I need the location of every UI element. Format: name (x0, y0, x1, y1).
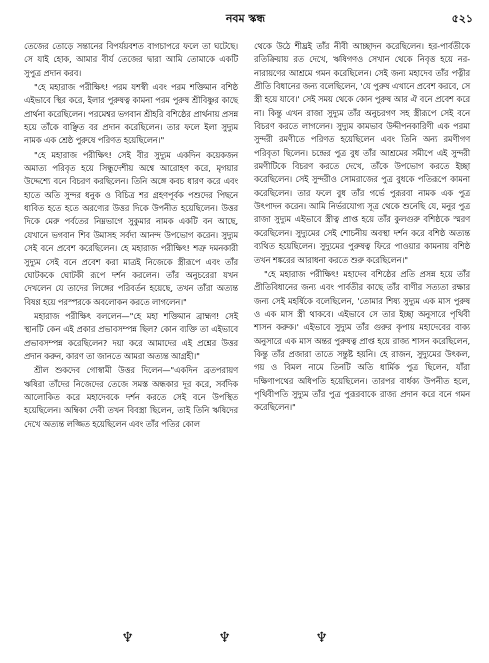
paragraph: থেকে উঠে শীঘ্রই তাঁর নীবী আচ্ছাদন করেছিলেন। হর-পার্বতীকে রতিক্রিয়ায় রত দেখে, ঋষিগণও সেখান থেকে নিবৃত্ত হয়ে নর-নারায়ণের আশ্রমে গমন করেছিলেন। সেই জন্য মহাদেব তাঁর পত্নীর প্রীতি বিধানের জন্য বলেছিলেন, 'যে পুরুষ এখানে প্রবেশ করবে, সে স্ত্রী হয়ে যাবে।' সেই সময় থেকে কোন পুরুষ আর ঐ বনে প্রবেশ করে না। কিন্তু এখন রাজা সুদ্যুম তাঁর অনুচরগণ সহ স্ত্রীরূপে সেই বনে বিচরণ করতে লাগলেন। সুদ্যুম কামভাব উদ্দীপনকারিণী এক পরমা সুন্দরী রমণীতে পরিণত হয়েছিলেন এবং তিনি অন্য রমণীগণ পরিবৃতা ছিলেন। চন্দ্রের পুত্র বুধ তাঁর আশ্রমের সমীপে এই সুন্দরী রমণীটিকে বিচরণ করতে দেখে, তাঁকে উপভোগ করতে ইচ্ছা করেছিলেন। সেই সুন্দরীও সোমরাজের পুত্র বুধকে পতিরূপে কামনা করেছিলেন। তার ফলে বুধ তাঁর গর্ভে পুরূরবা নামক এক পুত্র উৎপাদন করেন। আমি নির্ভরযোগ্য সূত্র থেকে শুনেছি যে, মনুর পুত্র রাজা সুদ্যুম এইভাবে স্ত্রীত্ব প্রাপ্ত হয়ে তাঁর কুলগুরু বশিষ্ঠকে স্মরণ করেছিলেন। সুদ্যুমের সেই শোচনীয় অবস্থা দর্শন করে বশিষ্ঠ অত্যন্ত ব্যথিত হয়েছিলেন। সুদ্যুমের পুরুষত্ব ফিরে পাওয়ার কামনায় বশিষ্ঠ তখন শঙ্করের আরাধনা করতে শুরু করেছিলেন।" (254, 41, 470, 265)
page-header (18, 10, 473, 30)
page-number: ৫২১ (451, 12, 473, 25)
paragraph: "হে মহারাজ পরীক্ষিৎ! মহাদেব বশিষ্ঠের প্রতি প্রসন্ন হয়ে তাঁর প্রীতিবিধানের জন্য এবং পার্বতীর কাছে তাঁর বাণীর সত্যতা রক্ষার জন্য সেই মহর্ষিকে বলেছিলেন, 'তোমার শিষ্য সুদ্যুম এক মাস পুরুষ ও এক মাস স্ত্রী থাকবে। এইভাবে সে তার ইচ্ছা অনুসারে পৃথিবী শাসন করুক।' এইভাবে সুদ্যুম তাঁর গুরুর কৃপায় মহাদেবের বাক্য অনুসারে এক মাস অন্তর পুরুষত্ব প্রাপ্ত হয়ে রাজ্য শাসন করেছিলেন, কিন্তু তাঁর প্রজারা তাতে সন্তুষ্ট হয়নি। হে রাজন, সুদ্যুমের উৎকল, গয় ও বিমল নামে তিনটি অতি ধার্মিক পুত্র ছিলেন, যাঁরা দক্ষিণাপথের অধিপতি হয়েছিলেন। তারপর বার্ধক্য উপনীত হলে, পৃথিবীপতি সুদ্যুম তাঁর পুত্র পুরূরবাকে রাজ্য প্রদান করে বনে গমন করেছিলেন।" (254, 268, 470, 413)
left-column (24, 40, 238, 432)
footer-ornaments (0, 630, 489, 646)
paragraph: "হে মহারাজ পরীক্ষিৎ! সেই বীর সুদ্যুম একদিন কয়েকজন অমাত্য পরিবৃত হয়ে সিন্ধুদেশীয় অশ্বে আরোহণ করে, মৃগয়ার উদ্দেশ্যে বনে বিচরণ করছিলেন। তিনি অঙ্গে কবচ ধারণ করে এবং হাতে অতি সুন্দর ধনুক ও বিচিত্র শর গ্রহণপূর্বক পশুদের পিছনে ধাবিত হতে হতে অরণ্যের উত্তর দিকে উপনীত হয়েছিলেন। উত্তর দিকে মেরু পর্বতের নিম্নভাগে সুকুমার নামক একটি বন আছে, যেখানে ভগবান শিব উমাসহ সর্বদা আনন্দ উপভোগ করেন। সুদ্যুম সেই বনে প্রবেশ করেছিলেন। হে মহারাজ পরীক্ষিৎ! শত্রু দমনকারী সুদ্যুম সেই বনে প্রবেশ করা মাত্রই নিজেকে স্ত্রীরূপে এবং তাঁর ঘোটককে ঘোটকী রূপে দর্শন করলেন। তাঁর অনুচরেরা যখন দেখলেন যে তাদের লিঙ্গের পরিবর্তন হয়েছে, তখন তাঁরা অত্যন্ত বিষণ্ণ হয়ে পরস্পরকে অবলোকন করতে লাগলেন।" (24, 149, 238, 307)
right-column (254, 40, 470, 416)
paragraph: তেজের তোড়ে সন্তানের বিপর্যয়বশত বাগচাপরে ফলে তা ঘটেছে। সে যাই হোক, আমার বীর্য তেজের দ্বারা আমি তোমাকে একটি সুপুত্র প্রদান করব। (24, 41, 238, 78)
paragraph: মহারাজ পরীক্ষিৎ বললেন—"হে মহা শক্তিমান ব্রাহ্মণ! সেই স্থানটি কেন এই প্রকার প্রভাবসম্পন্ন ছিল? কোন ব্যক্তি তা এইভাবে প্রভাবসম্পন্ন করেছিলেন? দয়া করে আমাদের এই প্রশ্নের উত্তর প্রদান করুন, কারণ তা জানতে আমরা অত্যন্ত আগ্রহী।" (24, 310, 238, 361)
paragraph: শ্রীল শুকদেব গোস্বামী উত্তর দিলেন—"একদিন ব্রতপরায়ণ ঋষিরা তাঁদের নিজেদের তেজে সমস্ত অন্ধকার দূর করে, সর্বদিক আলোকিত করে মহাদেবকে দর্শন করতে সেই বনে উপস্থিত হয়েছিলেন। অম্বিকা দেবী তখন বিবস্ত্রা ছিলেন, তাই তিনি ঋষিদের দেখে অত্যন্ত লজ্জিত হয়েছিলেন এবং তাঁর পতির কোল (24, 365, 238, 429)
lamp-ornament-icon: ♆ (218, 630, 271, 646)
lamp-ornament-icon: ♆ (315, 630, 368, 646)
chapter-title: নবম স্কন্ধ (225, 12, 266, 25)
lamp-ornament-icon: ♆ (121, 630, 174, 646)
paragraph: "হে মহারাজ পরীক্ষিৎ! পরম যশস্বী এবং পরম শক্তিমান বশিষ্ঠ এইভাবে স্থির করে, ইলার পুরুষত্ব কামনা পরম পুরুষ শ্রীবিষ্ণুর কাছে প্রার্থনা করেছিলেন। পরমেশ্বর ভগবান শ্রীহরি বশিষ্ঠের প্রার্থনায় প্রসন্ন হয়ে তাঁকে বাঞ্ছিত বর প্রদান করেছিলেন। তার ফলে ইলা সুদ্যুম নামক এক শ্রেষ্ঠ পুরুষে পরিণত হয়েছিলেন।" (24, 82, 238, 146)
